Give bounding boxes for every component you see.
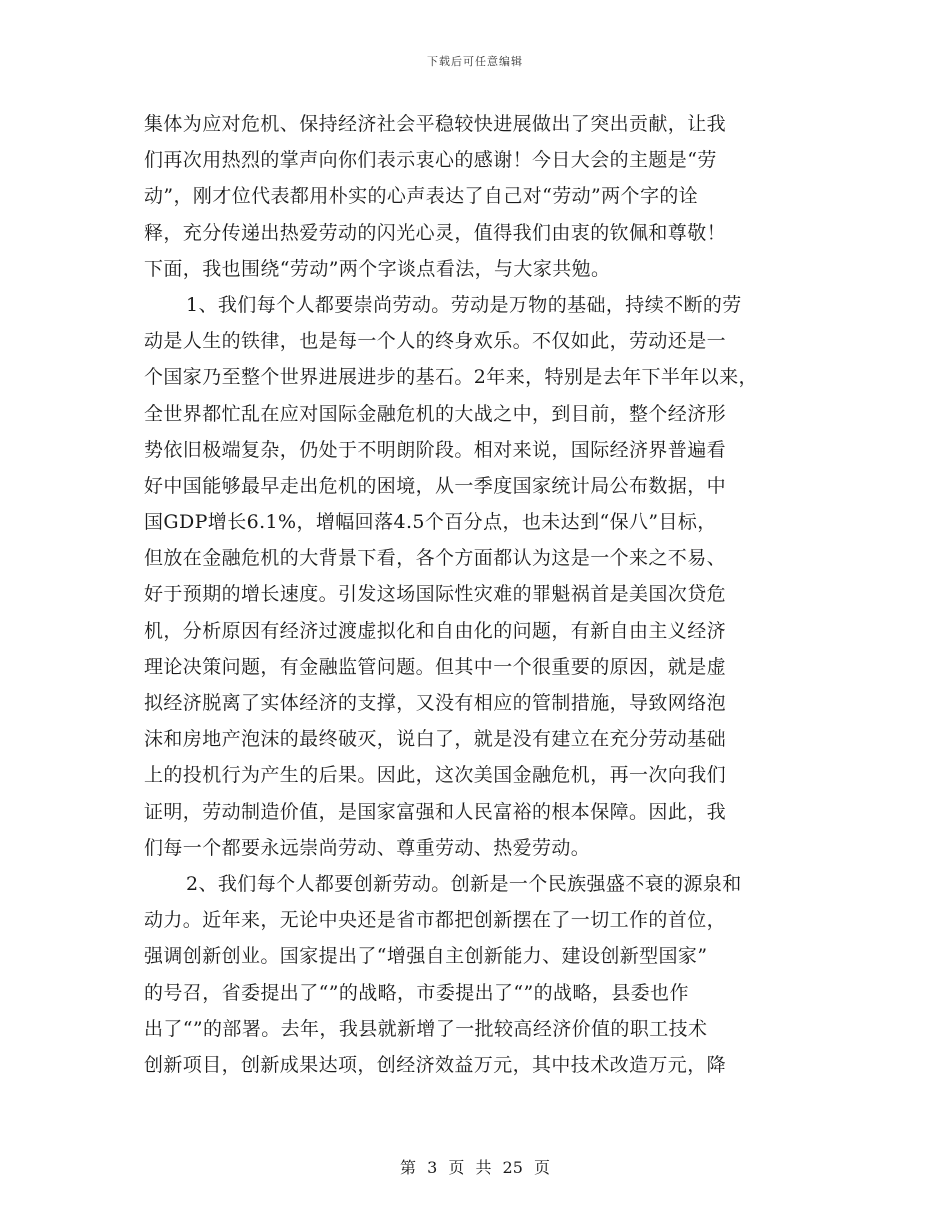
text-line: 沫和房地产泡沫的最终破灭，说白了，就是没有建立在充分劳动基础 [144,728,727,751]
text-line: 理论决策问题，有金融监管问题。但其中一个很重要的原因，就是虚 [144,655,727,678]
text-line: 动是人生的铁律，也是每一个人的终身欢乐。不仅如此，劳动还是一 [144,330,727,353]
text-line: 好中国能够最早走出危机的困境，从一季度国家统计局公布数据，中 [144,474,727,497]
text-line: 好于预期的增长速度。引发这场国际性灾难的罪魁祸首是美国次贷危 [144,583,727,606]
text-line: 出了“”的部署。去年，我县就新增了一批较高经济价值的职工技术 [144,1017,708,1040]
text-line: 下面，我也围绕“劳动”两个字谈点看法，与大家共勉。 [144,257,611,280]
text-line: 集体为应对危机、保持经济社会平稳较快进展做出了突出贡献，让我 [144,113,727,135]
paragraph-start-line: 2、我们每个人都要创新劳动。创新是一个民族强盛不衰的源泉和 [186,872,742,895]
text-line: 证明，劳动制造价值，是国家富强和人民富裕的根本保障。因此，我 [144,800,727,823]
text-line: 的号召，省委提出了“”的战略，市委提出了“”的战略，县委也作 [144,981,689,1004]
paragraph-start-line: 1、我们每个人都要崇尚劳动。劳动是万物的基础，持续不断的劳 [186,293,742,316]
text-line: 动力。近年来，无论中央还是省市都把创新摆在了一切工作的首位， [144,909,727,932]
text-line: 强调创新创业。国家提出了“增强自主创新能力、建设创新型国家” [144,945,708,968]
text-line: 上的投机行为产生的后果。因此，这次美国金融危机，再一次向我们 [144,764,727,787]
text-line: 势依旧极端复杂，仍处于不明朗阶段。相对来说，国际经济界普遍看 [144,438,727,461]
text-line: 动”，刚才位代表都用朴实的心声表达了自己对“劳动”两个字的诠 [144,185,699,208]
text-line: 但放在金融危机的大背景下看，各个方面都认为这是一个来之不易、 [144,547,727,570]
text-line: 机，分析原因有经济过渡虚拟化和自由化的问题，有新自由主义经济 [144,619,727,642]
document-body [144,106,808,1083]
text-line: 全世界都忙乱在应对国际金融危机的大战之中，到目前，整个经济形 [144,402,727,425]
page-number-footer: 第 3 页 共 25 页 [400,1158,550,1177]
text-line: 个国家乃至整个世界进展进步的基石。2年来，特别是去年下半年以来， [144,366,758,389]
text-line: 释，充分传递出热爱劳动的闪光心灵，值得我们由衷的钦佩和尊敬！ [144,221,727,244]
text-line: 们每一个都要永远崇尚劳动、尊重劳动、热爱劳动。 [144,836,591,859]
text-line: 国GDP增长6.1%，增幅回落4.5个百分点，也未达到“保八”目标， [144,511,717,534]
text-line: 们再次用热烈的掌声向你们表示衷心的感谢！今日大会的主题是“劳 [144,149,717,172]
text-line: 创新项目，创新成果达项，创经济效益万元，其中技术改造万元，降 [144,1053,727,1076]
page-header: 下载后可任意编辑 [427,55,523,68]
text-line: 拟经济脱离了实体经济的支撑，又没有相应的管制措施，导致网络泡 [144,692,727,714]
